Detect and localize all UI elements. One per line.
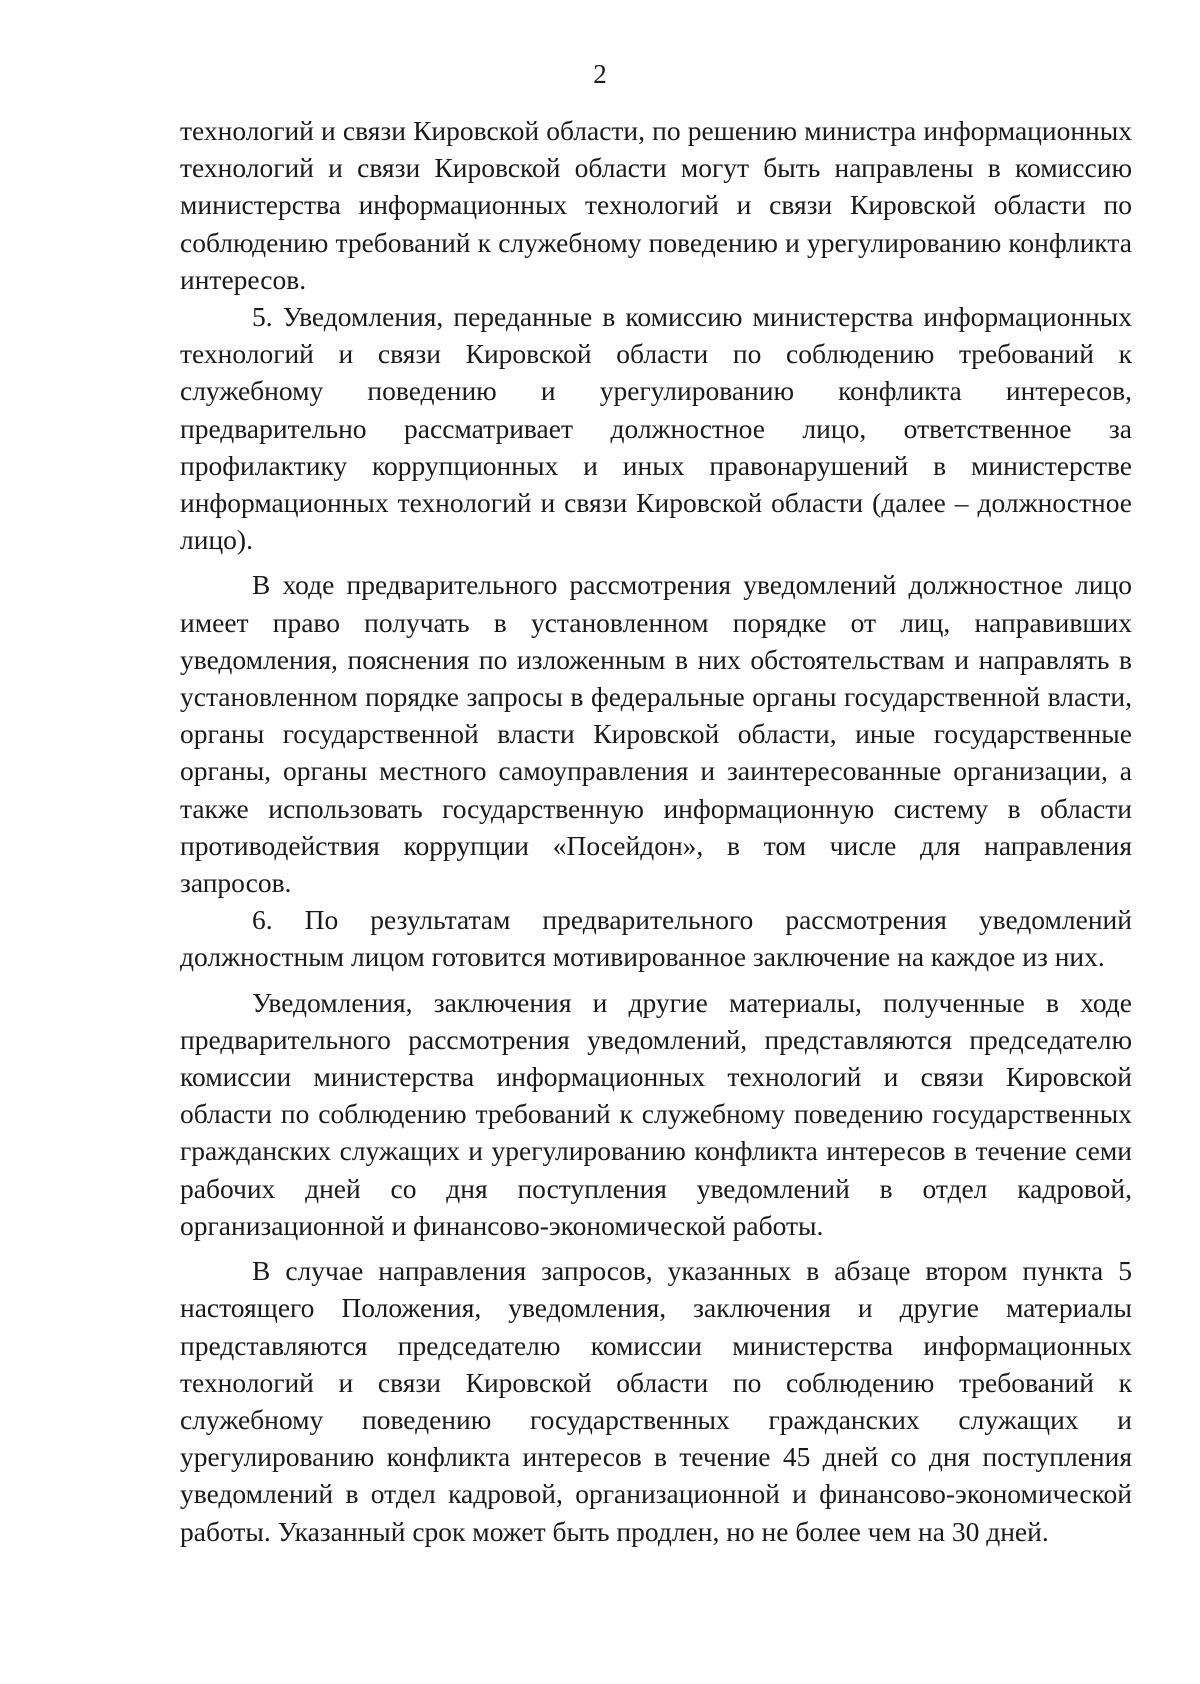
paragraph-preliminary-review: В ходе предварительного рассмотрения уведомлений должностное лицо имеет право получать в установленном порядке от лиц, направивших уведомления, пояснения по изложенным в них обстоятельствам и направлять в установленном порядке запросы в федеральные органы государственной власти, органы государственной власти Кировской области, иные государственные органы, органы местного самоуправления и заинтересованные организации, а также использовать государственную информационную систему в области противодействия коррупции «Посейдон», в том числе для направления запросов. [180, 569, 1132, 899]
paragraph-continuation: технологий и связи Кировской области, по решению министра информационных технологий и связи Кировской области могут быть направлены в комиссию министерства информационных технологий и связи Кировской области по соблюдению требований к служебному поведению и урегулированию конфликта интересов. [180, 115, 1132, 295]
document-body [180, 112, 1132, 1550]
paragraph-requests-deadline: В случае направления запросов, указанных в абзаце втором пункта 5 настоящего Положения, уведомления, заключения и другие материалы представляются председателю комиссии министерства информационных технологий и связи Кировской области по соблюдению требований к служебному поведению государственных гражданских служащих и урегулированию конфликта интересов в течение 45 дней со дня поступления уведомлений в отдел кадровой, организационной и финансово-экономической работы. Указанный срок может быть продлен, но не более чем на 30 дней. [180, 1255, 1132, 1547]
paragraph-item-6: 6. По результатам предварительного рассмотрения уведомлений должностным лицом готовится мотивированное заключение на каждое из них. [180, 904, 1132, 973]
paragraph-materials-submission: Уведомления, заключения и другие материалы, полученные в ходе предварительного рассмотрения уведомлений, представляются председателю комиссии министерства информационных технологий и связи Кировской области по соблюдению требований к служебному поведению государственных гражданских служащих и урегулированию конфликта интересов в течение семи рабочих дней со дня поступления уведомлений в отдел кадровой, организационной и финансово-экономической работы. [180, 986, 1132, 1241]
page-number: 2 [593, 59, 607, 89]
paragraph-item-5: 5. Уведомления, переданные в комиссию министерства информационных технологий и связи Кировской области по соблюдению требований к служебному поведению и урегулированию конфликта интересов, предварительно рассматривает должностное лицо, ответственное за профилактику коррупционных и иных правонарушений в министерстве информационных технологий и связи Кировской области (далее – должностное лицо). [180, 301, 1132, 556]
